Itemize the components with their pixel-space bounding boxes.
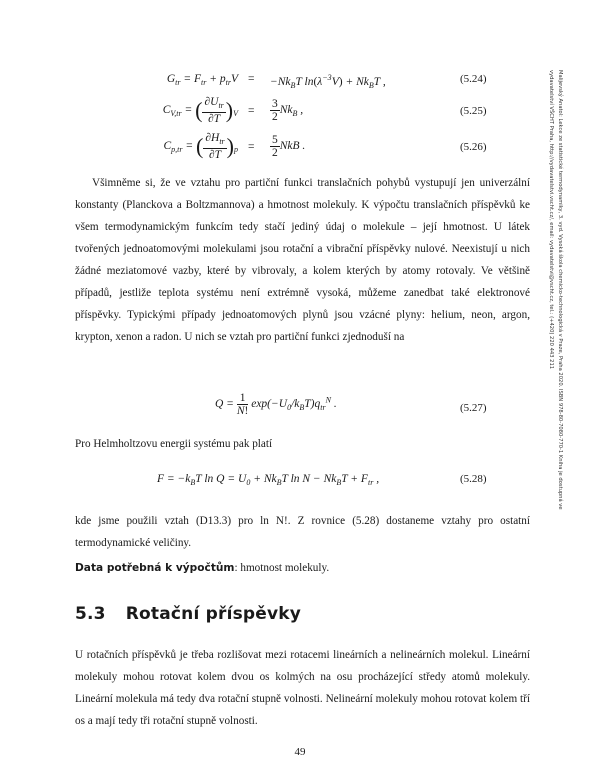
equation-5-27: Q = $\frac{1}{N!}$ $\exp(-U_0/k_BT)q_{tr}^N$ . (5.27) bbox=[215, 392, 487, 417]
equation-5-26: $C_{p,tr}$ = ( $\frac{\partial H_{tr}}{\partial T}$ )$_p$ = $\frac{5}{2}$ NkB . (5.26) bbox=[163, 132, 487, 161]
data-required-label: Data potřebná k výpočtům bbox=[75, 562, 235, 574]
equation-5-28: $F = -k_BT$ $\ln Q = U_0 + Nk_BT$ $\ln N - Nk_BT + F_{tr}$ , (5.28) bbox=[157, 473, 487, 487]
section-number: 5.3 bbox=[75, 604, 106, 624]
equation-number: (5.27) bbox=[460, 402, 487, 414]
side-note-text: Malijevský Anatol: Lekce ze statistické termodynamiky, 3. vyd. Vysoká škola chemicko-technologická v Praze, Praha 2020. ISBN 978-80-7080-770-1 Kniha je dostupná ve vydavatelství VŠCHT Praha, http://vydavatelstvi.vscht.cz/, email: vydavatelstvi@vscht.cz, tel.: (+420) 220 443 211 bbox=[548, 70, 563, 510]
equation-5-24: $G_{tr} = F_{tr} + p_{tr}V$ = $-Nk_BT$ $\ln(\lambda^{-3}V) + Nk_BT$ , (5.24) bbox=[166, 73, 487, 90]
paragraph-relations: kde jsme použili vztah (D13.3) pro ln N!. Z rovnice (5.28) dostaneme vztahy pro ostatní termodynamické veličiny. bbox=[75, 515, 530, 549]
paragraph-rotational: U rotačních příspěvků je třeba rozlišovat mezi rotacemi lineárních a nelineárních molekul. Lineární molekuly mohou rotovat kolem dvou os kolmých na osu procházející středy atomů molekuly. Lineární molekula má tedy dva rotační stupně volnosti. Nelineární molekuly mohou rotovat kolem tří os a mají tedy tři rotační stupně volnosti. bbox=[75, 649, 530, 727]
data-required-line bbox=[75, 557, 530, 579]
section-heading bbox=[75, 604, 301, 624]
paragraph-translational: Všimněme si, že ve vztahu pro partiční funkci translačních pohybů vystupují jen univerzální konstanty (Planckova a Boltzmannova) a hmotnost molekuly. K výpočtu translačních příspěvků ke všem termodynamickým funkcím tedy stačí jediný údaj o molekule – její hmotnost. U látek tvořených jednoatomovými molekulami jsou rotační a vibrační příspěvky nulové. Neexistují u nich žádné meziatomové vazby, které by vibrovaly, a kolem kterých by atomy rotovaly. Ve většině případů, jestliže teplota systému není extrémně vysoká, můžeme zanedbat také elektronové příspěvky. Typickými případy jednoatomových plynů jsou vzácné plyny: helium, neon, argon, krypton, xenon a radon. U nich se vztah pro partiční funkci zjednoduší na bbox=[75, 177, 530, 343]
page-number: 49 bbox=[294, 746, 306, 758]
equation-number: (5.28) bbox=[460, 473, 487, 485]
paragraph-helmholtz: Pro Helmholtzovu energii systému pak platí bbox=[75, 438, 273, 450]
equation-5-25: $C_{V,tr}$ = ( $\frac{\partial U_{tr}}{\partial T}$ )$_V$ = $\frac{3}{2}$ $Nk_B$ , (5.25) bbox=[162, 96, 487, 125]
equation-number: (5.25) bbox=[460, 105, 487, 117]
section-title: Rotační příspěvky bbox=[125, 604, 302, 624]
side-copyright-note bbox=[540, 70, 564, 510]
data-required-value: : hmotnost molekuly. bbox=[234, 562, 330, 574]
equation-number: (5.26) bbox=[460, 141, 487, 153]
equation-number: (5.24) bbox=[460, 73, 487, 85]
